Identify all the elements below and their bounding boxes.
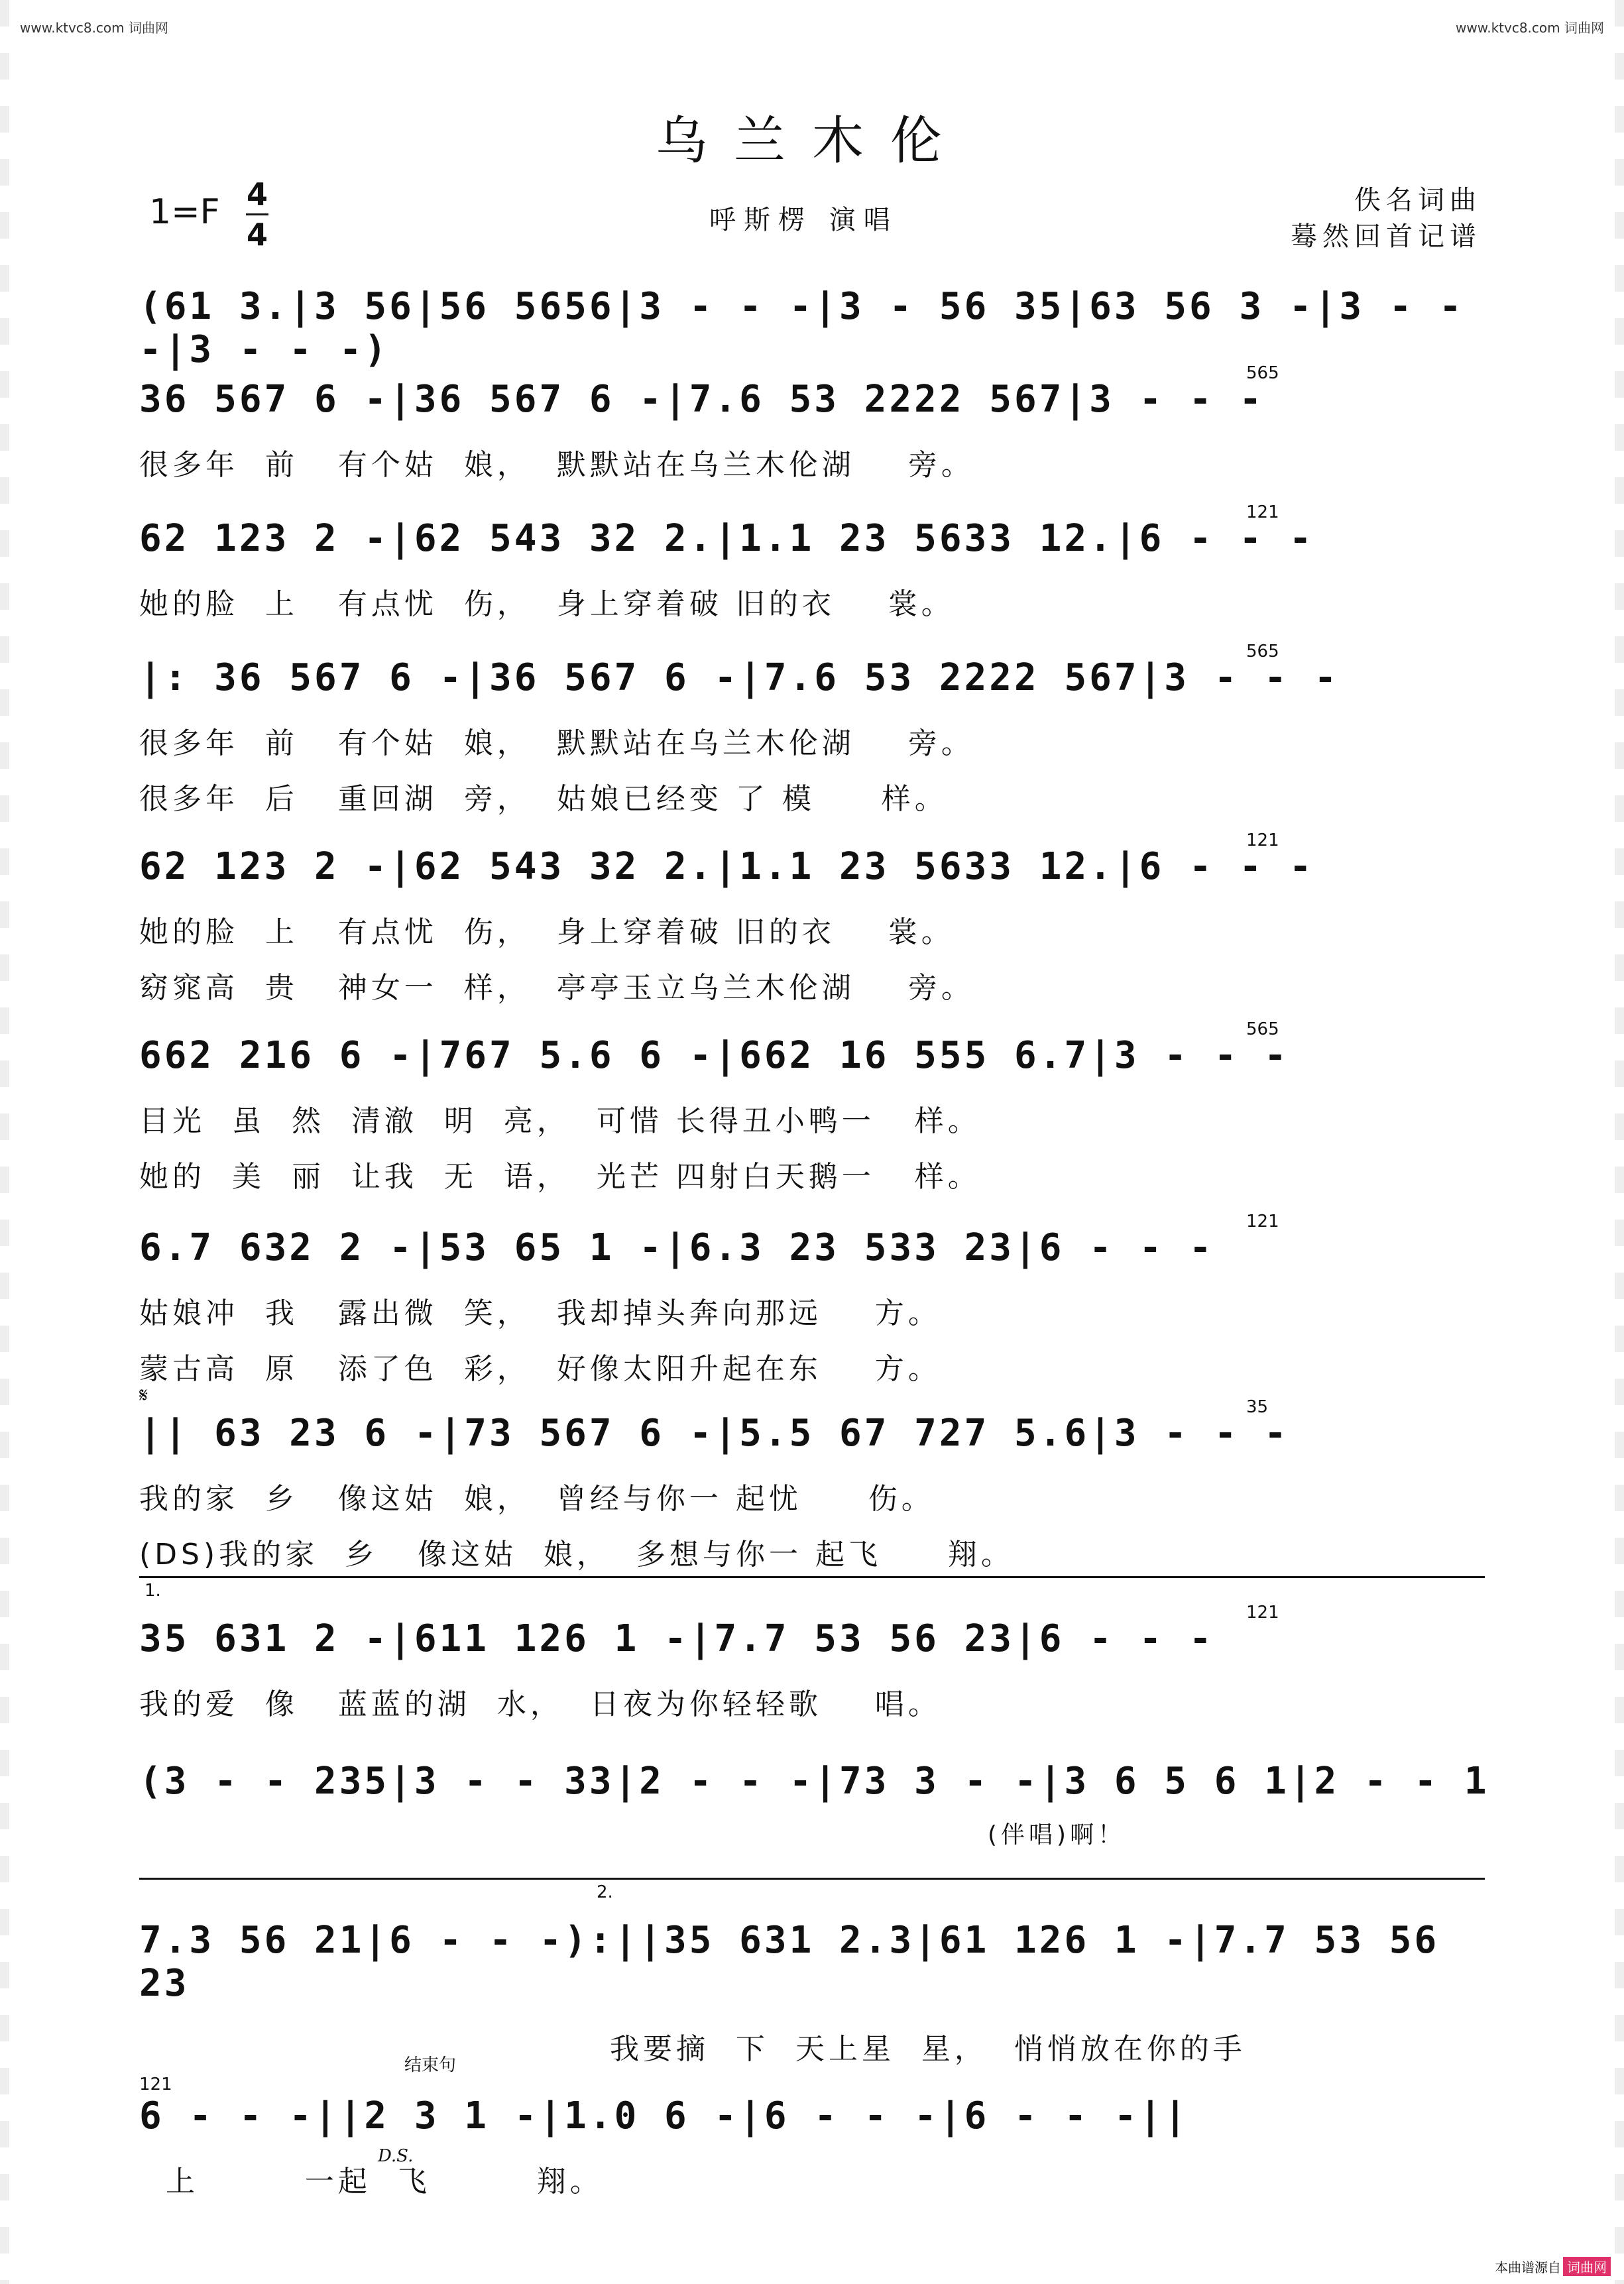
notation-line: |: 36 567 6 -|36 567 6 -|7.6 53 2222 567|3 - - - [139, 656, 1340, 699]
lyrics-credit: 佚名词曲 [1354, 185, 1481, 215]
lyric-line [139, 1530, 1491, 1573]
grace-notes: 121 [1246, 830, 1279, 850]
notation-line: 62 123 2 -|62 543 32 2.|1.1 23 5633 12.|6 - - - [139, 517, 1314, 560]
lyric-text: 很多年 前 有个姑 娘， 默默站在乌兰木伦湖 旁。 [139, 448, 974, 482]
notation-line: (61 3.|3 56|56 5656|3 - - -|3 - 56 35|63 56 3 -|3 - - -|3 - - -) [139, 285, 1464, 371]
grace-notes: 565 [1246, 1019, 1279, 1039]
score-system [139, 1212, 1491, 1387]
grace-notes: 121 [1246, 1212, 1279, 1231]
right-margin-watermark [1615, 0, 1624, 2284]
lyric-text: 她的脸 上 有点忧 伤， 身上穿着破 旧的衣 裳。 [139, 587, 955, 621]
lyric-text: (DS)我的家 乡 像这姑 娘， 多想与你一 起飞 翔。 [139, 1538, 1014, 1571]
volta-label: 2. [597, 1882, 613, 1902]
lyric-text: 她的 美 丽 让我 无 语， 光芒 四射白天鹅一 样。 [139, 1160, 981, 1194]
site-label-right: www.ktvc8.com 词曲网 [1455, 20, 1604, 36]
notation-line: (3 - - 235|3 - - 33|2 - - -|73 3 - -|3 6 5 6 1|2 - - 1 [139, 1760, 1489, 1803]
meter-line [246, 213, 268, 215]
grace-notes: 565 [1246, 363, 1279, 383]
score-system [139, 1760, 1491, 1850]
score-system [139, 830, 1491, 1006]
volta-label: 1. [145, 1581, 161, 1601]
notation-line: 35 631 2 -|611 126 1 -|7.7 53 56 23|6 - - - [139, 1617, 1214, 1660]
score-system [139, 363, 1491, 483]
score-system [139, 1882, 1491, 2067]
lyric-line [139, 1153, 1491, 1195]
notation-line: 7.3 56 21|6 - - -):||35 631 2.3|61 126 1 -|7.7 53 56 23 [139, 1919, 1440, 2005]
lyric-line [139, 964, 1491, 1006]
lyric-text: 窈窕高 贵 神女一 样， 亭亭玉立乌兰木伦湖 旁。 [139, 971, 974, 1005]
score-system [139, 1019, 1491, 1195]
lyric-line [139, 580, 1491, 622]
lyric-text: 蒙古高 原 添了色 彩， 好像太阳升起在东 方。 [139, 1352, 941, 1386]
lyric-line [139, 908, 1491, 950]
lyric-text: 我要摘 下 天上星 星， 悄悄放在你的手 [610, 2032, 1246, 2066]
notation-line: 62 123 2 -|62 543 32 2.|1.1 23 5633 12.|6 - - - [139, 845, 1314, 888]
lyric-line [139, 775, 1491, 817]
score-system [139, 502, 1491, 622]
song-title: 乌兰木伦 [655, 111, 968, 171]
singer-credit: 呼斯楞 演唱 [709, 205, 898, 235]
lyric-line [139, 1097, 1491, 1139]
footer-badge: 词曲网 [1563, 2257, 1611, 2276]
lyric-line [139, 719, 1491, 762]
lyric-line [139, 1475, 1491, 1517]
lyric-text: (伴唱)啊！ [988, 1821, 1126, 1849]
notation-line: 662 216 6 -|767 5.6 6 -|662 16 555 6.7|3 - - - [139, 1034, 1289, 1077]
segno-mark: 𝄋 [139, 1384, 148, 1407]
grace-notes: 565 [1246, 642, 1279, 661]
volta-bracket [139, 1576, 1485, 1578]
site-label-left: www.ktvc8.com 词曲网 [20, 20, 169, 36]
score-credit: 蓦然回首记谱 [1291, 221, 1481, 252]
score-system [139, 1384, 1491, 1573]
key-signature: 1=F [149, 192, 220, 232]
lyric-text: 她的脸 上 有点忧 伤， 身上穿着破 旧的衣 裳。 [139, 915, 955, 949]
lyric-line [139, 441, 1491, 483]
score-system [139, 642, 1491, 817]
grace-notes: 121 [139, 2075, 172, 2094]
lyric-text: 姑娘冲 我 露出微 笑， 我却掉头奔向那远 方。 [139, 1296, 941, 1330]
lyric-line [166, 2157, 1491, 2200]
notation-line: 36 567 6 -|36 567 6 -|7.6 53 2222 567|3 - - - [139, 378, 1265, 421]
grace-notes: 121 [1246, 1603, 1279, 1623]
meter-bottom: 4 [246, 217, 268, 253]
lyric-line [139, 1680, 1491, 1723]
lyric-text: 上 一起 飞 翔。 [166, 2165, 603, 2198]
score-system [139, 285, 1491, 371]
grace-notes: 35 [1246, 1397, 1269, 1417]
lyric-text: 很多年 后 重回湖 旁， 姑娘已经变 了 模 样。 [139, 782, 948, 816]
lyric-line [139, 1289, 1491, 1332]
meter-top: 4 [246, 176, 268, 212]
notation-line: 6.7 632 2 -|53 65 1 -|6.3 23 533 23|6 - - - [139, 1226, 1214, 1269]
ds-label: D.S. [378, 2146, 414, 2166]
lyric-line [988, 1816, 1491, 1850]
lyric-text: 目光 虽 然 清澈 明 亮， 可惜 长得丑小鸭一 样。 [139, 1104, 981, 1138]
lyric-line [610, 2025, 1491, 2067]
lyric-line [139, 1345, 1491, 1387]
left-margin-watermark [0, 0, 9, 2284]
lyric-text: 我的家 乡 像这姑 娘， 曾经与你一 起忧 伤。 [139, 1482, 935, 1516]
lyric-text: 我的爱 像 蓝蓝的湖 水， 日夜为你轻轻歌 唱。 [139, 1687, 941, 1721]
volta-bracket [139, 1878, 1485, 1880]
notation-line: || 63 23 6 -|73 567 6 -|5.5 67 727 5.6|3 - - - [139, 1412, 1289, 1455]
grace-notes: 121 [1246, 502, 1279, 522]
score-system [139, 1581, 1491, 1723]
footer-source: 本曲谱源自 [1495, 2259, 1561, 2275]
score-system [139, 2055, 1491, 2200]
time-signature [244, 178, 270, 251]
lyric-text: 很多年 前 有个姑 娘， 默默站在乌兰木伦湖 旁。 [139, 726, 974, 760]
ending-label: 结束句 [404, 2055, 457, 2075]
notation-line: 6 - - -||2 3 1 -|1.0 6 -|6 - - -|6 - - -|| [139, 2094, 1190, 2138]
